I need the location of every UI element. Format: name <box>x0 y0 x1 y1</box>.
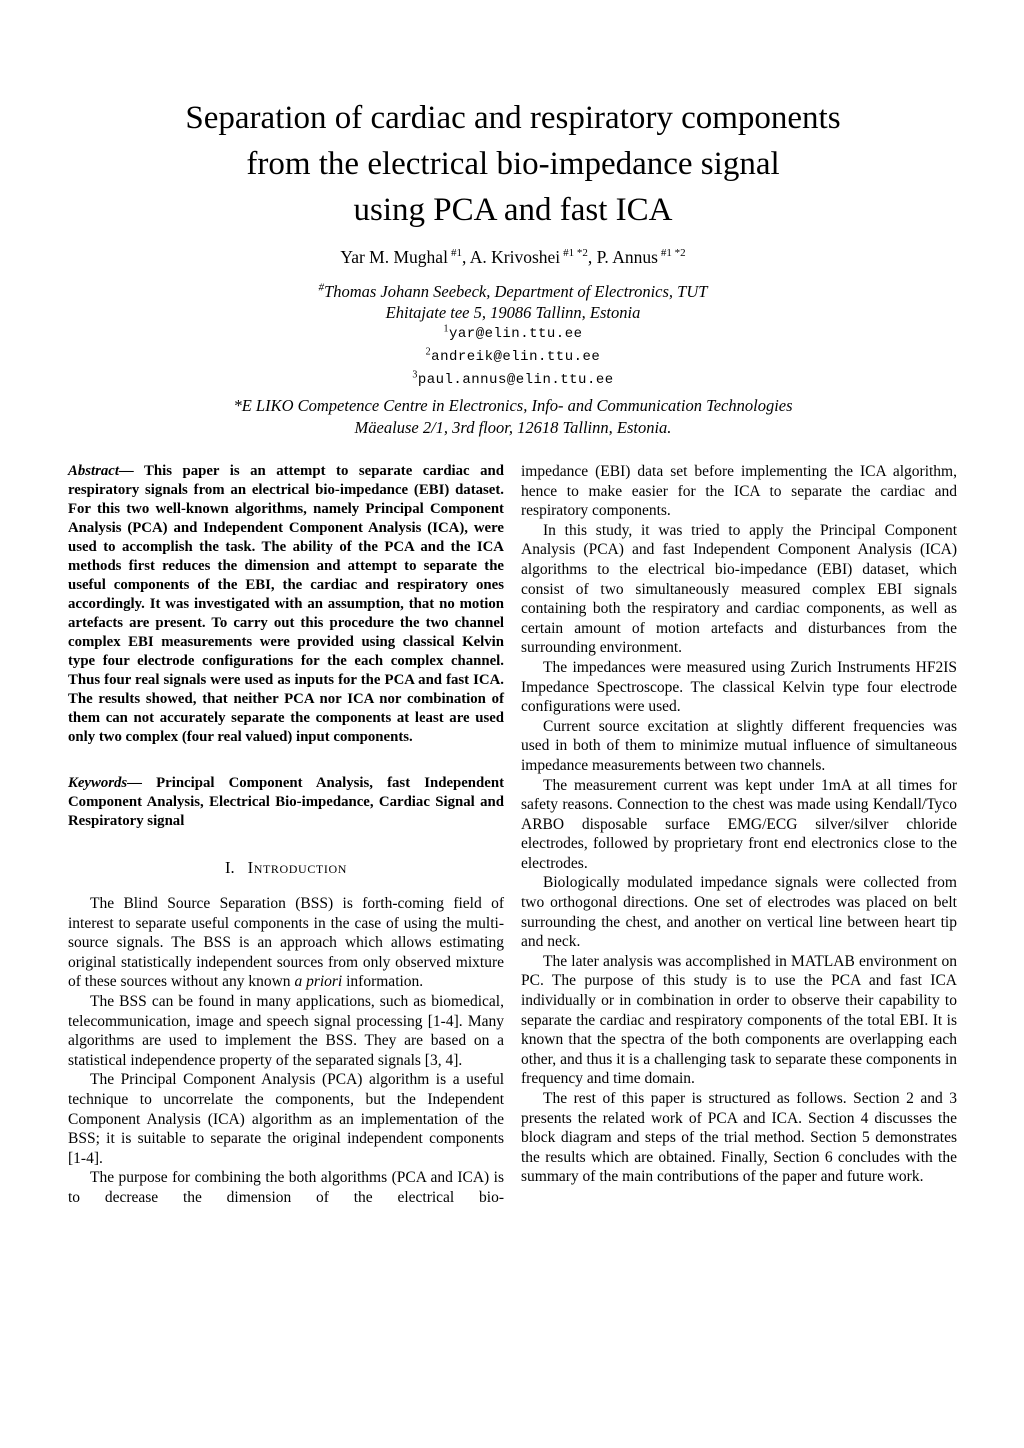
keywords-text: Principal Component Analysis, fast Independent Component Analysis, Electrical Bio-impedance, Cardiac Signal and Respiratory signal <box>68 775 504 829</box>
intro-paragraph-1 <box>68 894 504 992</box>
two-column-body <box>68 462 958 1208</box>
right-paragraph-8: The rest of this paper is structured as follows. Section 2 and 3 presents the related work of PCA and ICA. Section 4 discusses the block diagram and steps of the trial method. Section 5 demonstrates the results which are obtained. Finally, Section 6 concludes with the summary of the main contributions of the paper and future work. <box>521 1090 957 1186</box>
affiliation-department <box>68 281 958 302</box>
right-paragraph-3: The impedances were measured using Zurich Instruments HF2IS Impedance Spectroscope. The classical Kelvin type four electrode configurations were used. <box>521 658 957 716</box>
email-2-superscript: 2 <box>425 346 432 358</box>
intro-paragraph-1-post: information. <box>342 973 424 991</box>
intro-paragraph-1-pre: The Blind Source Separation (BSS) is forth-coming field of interest to separate useful components in the case of using the multi-source signals. The BSS is an approach which allows estimating original statistically independent sources from only observed mixture of these sources without any known <box>68 895 504 991</box>
abstract-label: Abstract— <box>68 463 134 479</box>
affiliation-centre-address: Mäealuse 2/1, 3rd floor, 12618 Tallinn, Estonia. <box>354 417 672 437</box>
title-line-2: from the electrical bio-impedance signal <box>246 146 780 182</box>
author-line <box>68 246 958 268</box>
abstract-text: This paper is an attempt to separate cardiac and respiratory signals from an electrical bio-impedance (EBI) dataset. For this two well-known algorithms, namely Principal Component Analysis (PCA) and Independent Component Analysis (ICA), were used to accomplish the task. The ability of the PCA and the ICA methods first reduces the dimension and attempt to separate the useful components of the EBI, the cardiac and respiratory ones accordingly. It was investigated with an assumption, that no motion artefacts are present. To carry out this procedure the two channel complex EBI measurements were provided using classical Kelvin type four electrode configurations for the each complex channel. Thus four real signals were used as inputs for the PCA and fast ICA. The results showed, that neither PCA nor ICA nor combination of them can not accurately separate the components at least are used only two complex (four real valued) input components. <box>68 463 504 745</box>
affiliation-department-superscript: # <box>318 281 325 294</box>
column-left <box>68 462 504 1208</box>
email-3-address: paul.annus@elin.ttu.ee <box>417 372 614 388</box>
right-paragraph-4: Current source excitation at slightly different frequencies was used in both of them to minimize mutual influence of simultaneous impedance measurements between two channels. <box>521 717 957 774</box>
author-2: A. Krivoshei <box>469 247 561 267</box>
paper-title <box>68 95 958 233</box>
section-number: I. <box>225 858 235 877</box>
right-paragraph-5: The measurement current was kept under 1mA at all times for safety reasons. Connection to the chest was made using Kendall/Tyco ARBO disposable surface EMG/ECG silver/silver chloride electrodes, followed by proprietary front end electronics close to the electrodes. <box>521 776 957 872</box>
affiliation-address: Ehitajate tee 5, 19086 Tallinn, Estonia <box>385 303 641 322</box>
right-paragraph-1: impedance (EBI) data set before implementing the ICA algorithm, hence to make easier for the ICA to separate the cardiac and respiratory components. <box>521 463 957 520</box>
intro-paragraph-3: The Principal Component Analysis (PCA) algorithm is a useful technique to uncorrelate the components, but the Independent Component Analysis (ICA) algorithm as an implementation of the BSS; it is suitable to separate the original independent components [1-4]. <box>68 1071 504 1167</box>
email-line-1 <box>68 323 958 346</box>
affiliation-block <box>68 281 958 438</box>
affiliation-centre-block <box>68 395 958 438</box>
right-paragraph-2: In this study, it was tried to apply the Principal Component Analysis (PCA) and fast Independent Component Analysis (ICA) algorithms to the electrical bio-impedance (EBI) dataset, which consist of two simultaneously measured complex EBI signals containing both the respiratory and cardiac components, as well as certain amount of motion artefacts and disturbances from the surrounding environment. <box>521 521 957 657</box>
email-3-superscript: 3 <box>412 369 418 381</box>
intro-paragraph-1-italic: a priori <box>294 973 343 991</box>
email-1-address: yar@elin.ttu.ee <box>448 326 583 342</box>
intro-paragraph-4: The purpose for combining the both algorithms (PCA and ICA) is to decrease the dimension of the electrical bio- <box>68 1169 504 1206</box>
author-3-superscript: #1 *2 <box>660 247 686 260</box>
email-1-superscript: 1 <box>443 323 449 335</box>
title-line-1: Separation of cardiac and respiratory components <box>185 100 841 136</box>
affiliation-centre: *E LIKO Competence Centre in Electronics, Info- and Communication Technologies <box>233 396 793 415</box>
email-line-2 <box>68 346 958 369</box>
affiliation-department-text: Thomas Johann Seebeck, Department of Electronics, TUT <box>324 282 708 301</box>
abstract-paragraph <box>68 462 504 747</box>
right-paragraph-6: Biologically modulated impedance signals were collected from two orthogonal directions. One set of electrodes was placed on belt surrounding the chest, and another on vertical line between heart tip and neck. <box>521 874 957 951</box>
section-title: Introduction <box>247 858 347 877</box>
email-line-3 <box>68 369 958 392</box>
author-2-superscript: #1 *2 <box>563 247 588 260</box>
right-paragraph-7: The later analysis was accomplished in MATLAB environment on PC. The purpose of this study is to use the PCA and fast ICA individually or in combination in order to observe their capability to separate the cardiac and respiratory components of the total EBI. It is known that the spectra of the both components are overlapping each other, and thus it is a challenging task to separate these components in frequency and time domain. <box>521 952 957 1088</box>
author-1-superscript: #1 <box>450 247 462 260</box>
intro-paragraph-2: The BSS can be found in many applications, such as biomedical, telecommunication, image and speech signal processing [1-4]. Many algorithms are used to implement the BSS. They are based on a statistical independence property of the separated signals [3, 4]. <box>68 992 504 1069</box>
email-2-address: andreik@elin.ttu.ee <box>431 349 601 365</box>
section-heading-introduction <box>68 858 504 878</box>
title-line-3: using PCA and fast ICA <box>353 192 673 228</box>
author-3: P. Annus <box>596 247 658 267</box>
column-right <box>521 462 957 1187</box>
author-separator-2: , <box>587 247 597 267</box>
keywords-label: Keywords— <box>68 775 142 791</box>
author-emails <box>68 323 958 392</box>
author-separator-1: , <box>461 247 470 267</box>
keywords-paragraph <box>68 774 504 831</box>
author-1: Yar M. Mughal <box>340 247 448 267</box>
